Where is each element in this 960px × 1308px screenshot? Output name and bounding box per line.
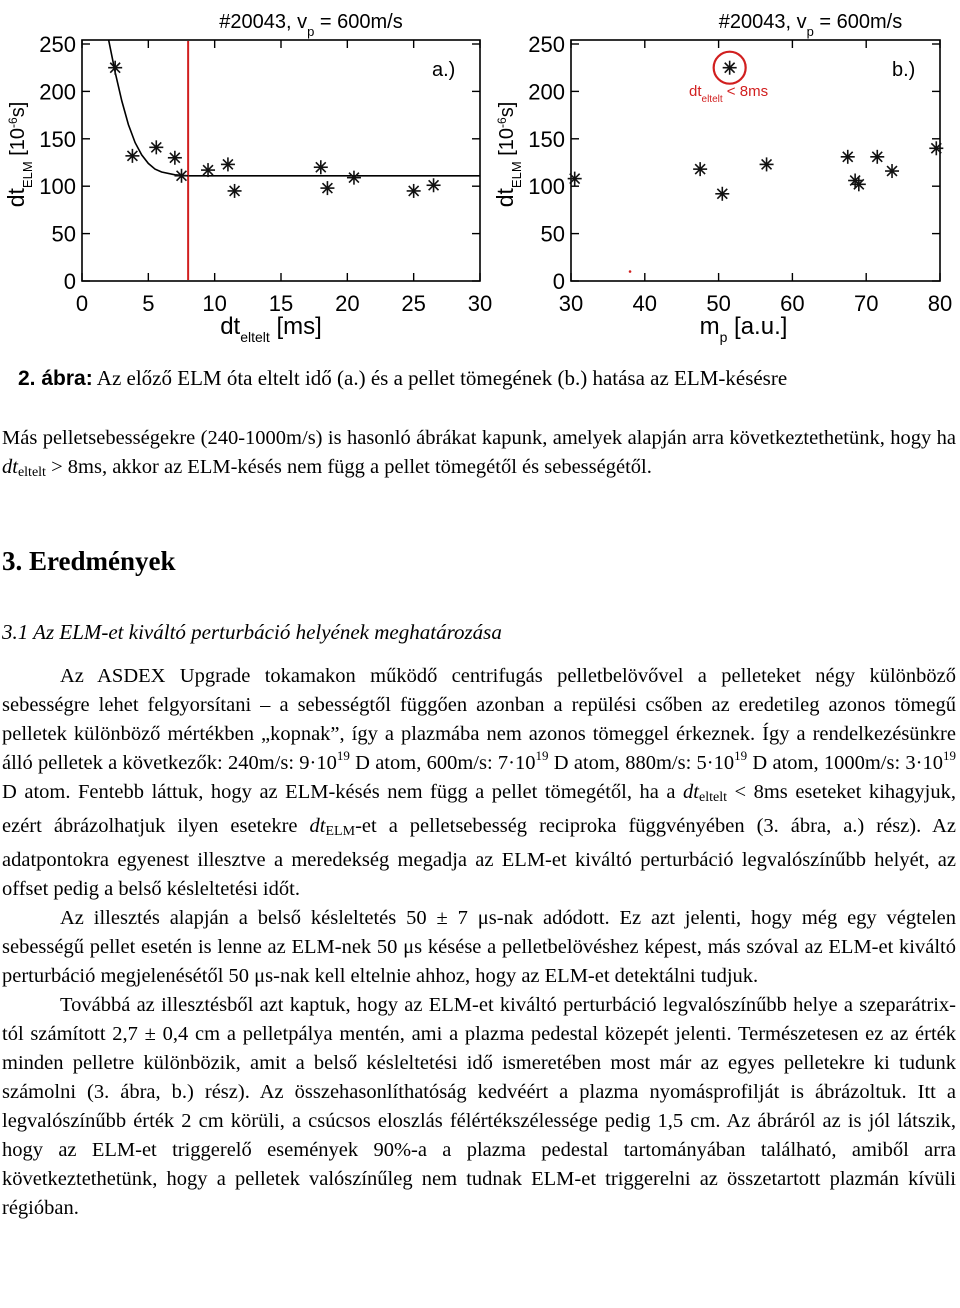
y-tick-label: 200	[528, 79, 565, 105]
x-tick-label: 80	[927, 291, 953, 316]
y-tick-label: 100	[528, 174, 565, 200]
p1-text-a: Más pelletsebességekre (240-1000m/s) is hasonló ábrákat kapunk, amelyek alapján arra következtethetünk, hogy ha	[2, 427, 956, 449]
data-point	[320, 181, 334, 195]
data-point	[852, 177, 866, 191]
y-axis-label: $dt_{ELM}$ $[10^{-6}s]$	[3, 101, 35, 208]
x-tick-label: 30	[467, 291, 493, 316]
p1-dt-sub: eltelt	[17, 465, 46, 480]
x-tick-label: 5	[142, 291, 155, 316]
paragraph-4: Továbbá az illesztésből azt kaptuk, hogy az ELM-et kiváltó perturbáció legvalószínűbb helye a szeparátrix-tól számított 2,7 ± 0,4 cm a pelletpálya mentén, ami a plazma pedestal közepét jelenti. Természetesen ez az érték minden pelletre különbözik, amit a belső késleltetési idő ismeretében most már az egyes pelletekre ki tudunk számolni (3. ábra, b.) rész). Az összehasonlíthatóság kedvéért a plazma nyomásprofilját is ábrázoltuk. Itt a legvalószínűbb érték 2 cm körüli, a csúcsos eloszlás félértékszélessége pedig 1,5 cm. Az ábráról az is jól látszik, hogy az ELM-et triggerelő események 90%-a a plazma pedestal tartományában található, amiből arra következtethetünk, hogy a pelletek valószínűleg nem tudnak ELM-et triggerelni az összetartott plazmán kívüli régióban.	[2, 994, 956, 1219]
figure-2	[0, 0, 960, 360]
y-tick-label: 50	[51, 221, 76, 247]
y-axis-label: $dt_{ELM}$ $[10^{-6}s]$	[492, 101, 524, 208]
caption-text: Az előző ELM óta eltelt idő (a.) és a pellet tömegének (b.) hatása az ELM-késésre	[92, 366, 788, 390]
data-point	[201, 163, 215, 177]
plot-a	[3, 11, 492, 345]
paragraph-2: Az ASDEX Upgrade tokamakon működő centrifugás pelletbelövővel a pelleteket négy különböző sebességre lehet felgyorsítani – a sebességtől függően azonban a repülési csőben az eredetileg azonos tömegű pelletek különböző mértékben „kopnak”, így a plazmába nem azonos tömeggel érkeznek. Így a rendelkezésünkre álló pelletek a következők: 240m/s: $9\cdot 10^{19}$ D atom, 600m/s: $7\cdot 10^{19}$ D atom, 880m/s: $5\cdot 10^{19}$ D atom, 1000m/s: $3\cdot 10^{19}$ D atom. Fentebb láttuk, hogy az ELM-késés nem függ a pellet tömegétől, ha a $dt_{eltelt} < 8ms$ eseteket kihagyjuk, ezért ábrázolhatjuk ilyen esetekre $dt_{ELM}-et$ a pelletsebesség reciproka függvényében (3. ábra, a.) rész). Az adatpontokra egyenest illesztve a meredekség megadja az ELM-et kiváltó perturbáció legvalószínűbb helyét, az offset pedig a belső késleltetési időt.	[2, 665, 956, 900]
x-tick-label: 15	[268, 291, 294, 316]
chart-title: #20043, $v_p = 600m/s$	[718, 11, 903, 39]
x-tick-label: 30	[558, 291, 584, 316]
data-point	[221, 157, 235, 171]
y-tick-label: 250	[39, 32, 76, 57]
data-point	[149, 140, 163, 154]
data-point	[715, 187, 729, 201]
data-point	[427, 178, 441, 192]
data-point	[175, 169, 189, 183]
y-tick-label: 0	[552, 269, 565, 294]
section-body	[2, 662, 956, 1223]
data-point	[841, 150, 855, 164]
x-tick-label: 25	[401, 291, 426, 316]
data-point	[125, 149, 139, 163]
x-tick-label: 60	[780, 291, 805, 316]
p1-text-b: > 8ms, akkor az ELM-késés nem függ a pellet tömegétől és sebességétől.	[45, 456, 652, 478]
x-axis-label: $dt_{eltelt}$ [ms]	[220, 313, 322, 345]
data-point	[870, 150, 884, 164]
x-tick-label: 10	[202, 291, 227, 316]
panel-label: b.)	[892, 59, 916, 81]
y-tick-label: 50	[540, 221, 565, 247]
figure-caption	[18, 366, 787, 391]
data-point	[929, 141, 943, 155]
plot-b	[492, 11, 952, 345]
data-point	[347, 171, 361, 185]
subsection-heading: 3.1 Az ELM-et kiváltó perturbáció helyének meghatározása	[2, 620, 502, 644]
plot-frame-b	[571, 40, 940, 281]
plot-frame-a	[82, 40, 480, 281]
caption-label: 2. ábra:	[18, 367, 93, 390]
data-point	[568, 172, 582, 186]
panel-label: a.)	[432, 59, 456, 81]
y-tick-label: 0	[63, 269, 76, 294]
x-tick-label: 70	[853, 291, 879, 316]
y-tick-label: 150	[39, 126, 76, 152]
data-point	[108, 61, 122, 75]
y-tick-label: 250	[528, 32, 565, 57]
data-point	[314, 160, 328, 174]
x-tick-label: 0	[75, 291, 89, 316]
chart-title: #20043, $v_p = 600m/s$	[219, 11, 403, 39]
data-point	[723, 61, 737, 75]
annotation-label: $dt_{eltelt} < 8ms$	[689, 83, 769, 105]
y-tick-label: 100	[39, 174, 76, 200]
y-tick-label: 150	[528, 126, 565, 152]
x-tick-label: 20	[335, 291, 360, 316]
data-point	[168, 151, 182, 165]
paragraph-1	[2, 424, 956, 487]
data-point	[885, 164, 899, 178]
stray-dot	[629, 270, 632, 273]
data-point	[760, 157, 774, 171]
section-heading: 3. Eredmények	[2, 546, 176, 576]
fit-curve	[109, 39, 481, 176]
data-point	[407, 184, 421, 198]
paragraph-3: Az illesztés alapján a belső késleltetés 50 ± 7 μs-nak adódott. Ez azt jelenti, hogy még egy végtelen sebességű pellet esetén is lenne az ELM-nek 50 μs késése a pelletbelövéshez képest, más szóval az ELM-et kiváltó perturbáció megjelenésétől 50 μs-nak kell eltelnie ahhoz, hogy az ELM-et detektálni tudjuk.	[2, 907, 956, 987]
data-point	[228, 184, 242, 198]
y-tick-label: 200	[39, 79, 76, 105]
p1-dt: dt	[2, 456, 18, 478]
x-axis-label: $m_p$ [a.u.]	[699, 313, 788, 345]
x-tick-label: 40	[632, 291, 658, 316]
data-point	[693, 162, 707, 176]
x-tick-label: 50	[706, 291, 731, 316]
